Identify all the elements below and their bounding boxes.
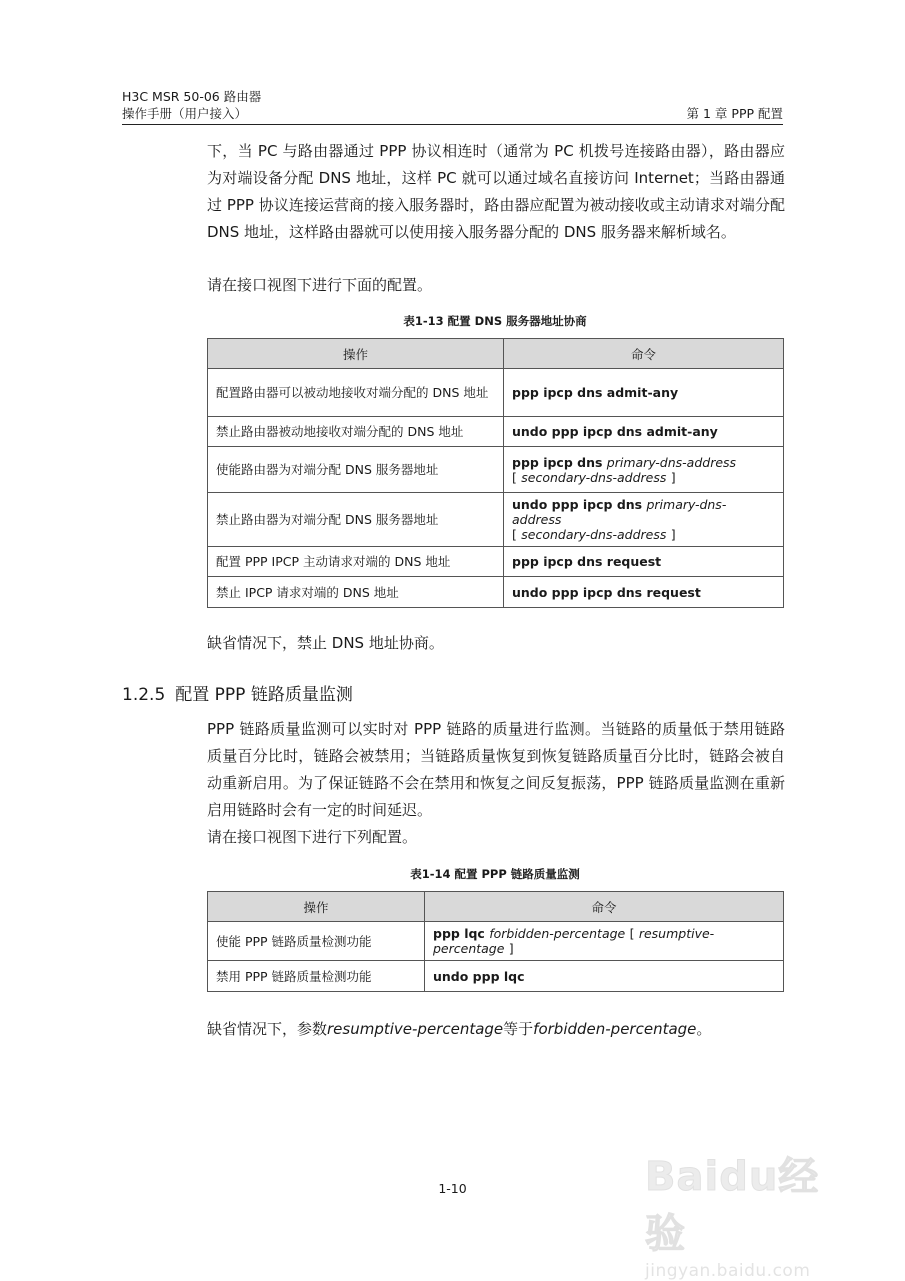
cmd-param: forbidden-percentage xyxy=(489,926,626,941)
op-cell: 禁止路由器被动地接收对端分配的 DNS 地址 xyxy=(208,417,504,447)
intro-instruction: 请在接口视图下进行下面的配置。 xyxy=(207,276,433,294)
dns-table xyxy=(207,338,784,608)
cmd-cell: undo ppp ipcp dns request xyxy=(504,577,784,608)
col-header-command: 命令 xyxy=(425,892,784,922)
table-row xyxy=(208,577,784,608)
intro-paragraph: 下，当 PC 与路由器通过 PPP 协议相连时（通常为 PC 机拨号连接路由器），路由器应为对端设备分配 DNS 地址，这样 PC 就可以通过域名直接访问 Internet；当路由器通过 PPP 协议连接运营商的接入服务器时，路由器应配置为被动接收或主动请求对端分配 DNS 地址，这样路由器就可以使用接入服务器分配的 DNS 服务器来解析域名。 xyxy=(207,142,785,241)
op-cell: 配置路由器可以被动地接收对端分配的 DNS 地址 xyxy=(208,369,504,417)
cmd-param: primary-dns-address xyxy=(512,497,727,527)
note-param: forbidden-percentage xyxy=(533,1020,697,1038)
col-header-operation: 操作 xyxy=(208,892,425,922)
watermark-url: jingyan.baidu.com xyxy=(645,1261,811,1281)
note-text: 缺省情况下，参数 xyxy=(207,1020,328,1038)
table-row xyxy=(208,417,784,447)
cmd-bracket: ] xyxy=(508,941,514,956)
table-row xyxy=(208,547,784,577)
op-cell: 禁用 PPP 链路质量检测功能 xyxy=(208,961,425,992)
cmd-bracket: [ xyxy=(512,527,517,542)
cmd-param: primary-dns-address xyxy=(606,454,737,470)
header-product: H3C MSR 50-06 路由器 xyxy=(122,89,262,104)
page-number: 1-10 xyxy=(438,1181,467,1196)
table-row xyxy=(208,961,784,992)
default-lqc-note xyxy=(207,1016,785,1043)
cmd-param: secondary-dns-address xyxy=(521,527,667,542)
op-cell: 使能 PPP 链路质量检测功能 xyxy=(208,922,425,961)
op-cell: 禁止路由器为对端分配 DNS 服务器地址 xyxy=(208,493,504,547)
cmd-bracket: [ xyxy=(512,469,517,485)
table-row xyxy=(208,493,784,547)
baidu-watermark xyxy=(645,1145,845,1281)
op-cell: 配置 PPP IPCP 主动请求对端的 DNS 地址 xyxy=(208,547,504,577)
table-row xyxy=(208,447,784,493)
cmd-param: resumptive-percentage xyxy=(433,926,715,956)
cmd-cell xyxy=(425,922,784,961)
section-instruction: 请在接口视图下进行下列配置。 xyxy=(207,828,418,846)
header-divider xyxy=(122,124,783,125)
section-title: 配置 PPP 链路质量监测 xyxy=(175,685,353,705)
cmd-keyword: undo ppp ipcp dns xyxy=(512,497,643,512)
header-left xyxy=(122,88,261,122)
cmd-bracket: ] xyxy=(670,527,676,542)
table-header-row xyxy=(208,892,784,922)
op-cell: 使能路由器为对端分配 DNS 服务器地址 xyxy=(208,447,504,493)
header-chapter: 第 1 章 PPP 配置 xyxy=(686,106,783,121)
default-dns-note: 缺省情况下，禁止 DNS 地址协商。 xyxy=(207,634,444,652)
table14-caption: 表1-14 配置 PPP 链路质量监测 xyxy=(410,867,580,881)
table-header-row xyxy=(208,339,784,369)
cmd-cell: ppp ipcp dns admit-any xyxy=(504,369,784,417)
cmd-cell: ppp ipcp dns request xyxy=(504,547,784,577)
cmd-cell xyxy=(504,447,784,493)
note-text: 。 xyxy=(696,1020,712,1038)
header-manual: 操作手册（用户接入） xyxy=(122,106,248,121)
section-number: 1.2.5 xyxy=(122,685,166,705)
op-cell: 禁止 IPCP 请求对端的 DNS 地址 xyxy=(208,577,504,608)
cmd-param: secondary-dns-address xyxy=(521,469,667,485)
cmd-bracket: [ xyxy=(629,926,635,941)
table13-caption: 表1-13 配置 DNS 服务器地址协商 xyxy=(403,314,587,328)
cmd-cell: undo ppp lqc xyxy=(425,961,784,992)
col-header-command: 命令 xyxy=(504,339,784,369)
lqc-table xyxy=(207,891,784,992)
note-param: resumptive-percentage xyxy=(327,1020,504,1038)
cmd-cell xyxy=(504,493,784,547)
note-text: 等于 xyxy=(503,1020,534,1038)
table-row xyxy=(208,922,784,961)
section-heading xyxy=(122,680,353,705)
watermark-logo: Baidu经验 xyxy=(645,1154,820,1257)
cmd-keyword: ppp lqc xyxy=(433,926,485,941)
col-header-operation: 操作 xyxy=(208,339,504,369)
section-paragraph: PPP 链路质量监测可以实时对 PPP 链路的质量进行监测。当链路的质量低于禁用链路质量百分比时，链路会被禁用；当链路质量恢复到恢复链路质量百分比时，链路会被自动重新启用。为了保证链路不会在禁用和恢复之间反复振荡，PPP 链路质量监测在重新启用链路时会有一定的时间延迟。 xyxy=(207,720,785,819)
table-row xyxy=(208,369,784,417)
cmd-bracket: ] xyxy=(670,469,676,485)
cmd-cell: undo ppp ipcp dns admit-any xyxy=(504,417,784,447)
cmd-keyword: ppp ipcp dns xyxy=(512,454,603,470)
